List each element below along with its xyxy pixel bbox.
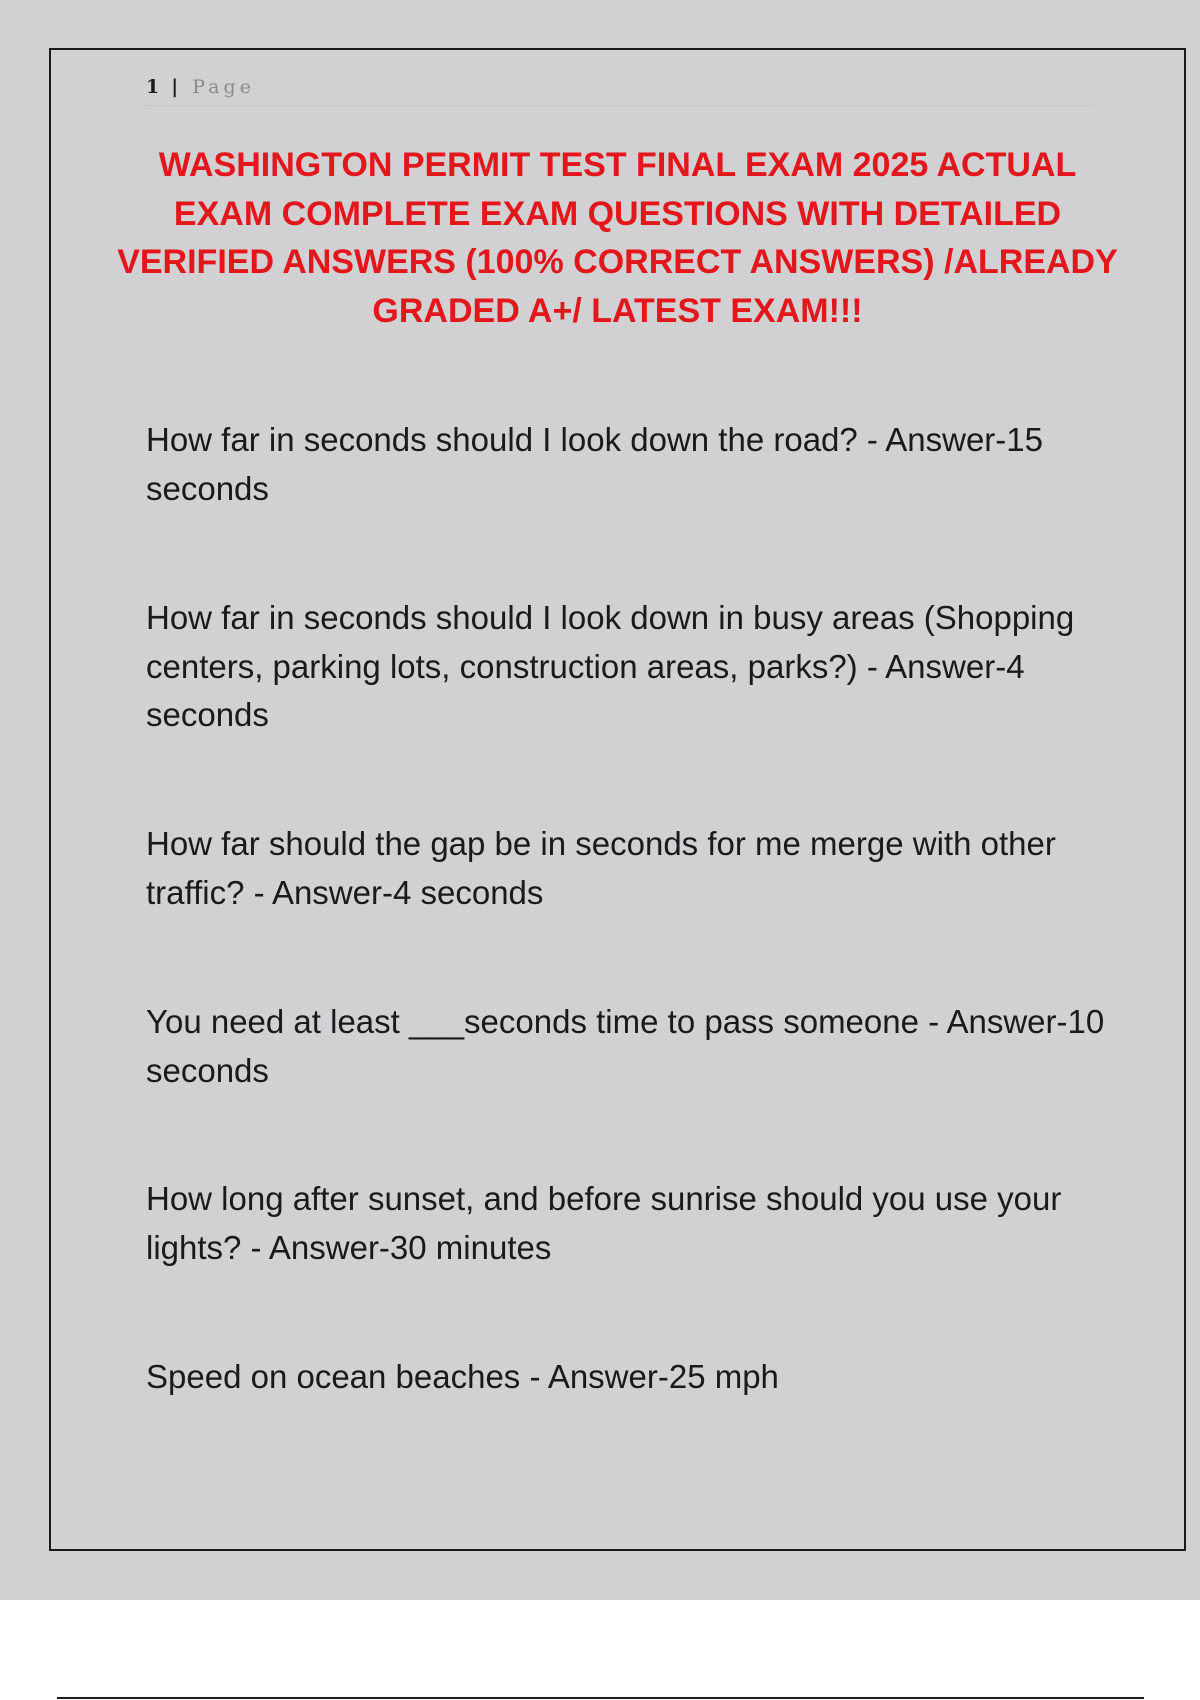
question-item: How far in seconds should I look down the road? - Answer-15 seconds	[146, 421, 1043, 507]
page-label: Page	[192, 76, 255, 98]
page-number: 1	[146, 76, 160, 98]
question-item: Speed on ocean beaches - Answer-25 mph	[146, 1358, 779, 1395]
footer-rule	[57, 1697, 1144, 1699]
question-item: How far should the gap be in seconds for me merge with other traffic? - Answer-4 seconds	[146, 825, 1056, 911]
page-header	[146, 74, 1092, 106]
document-title: WASHINGTON PERMIT TEST FINAL EXAM 2025 ACTUAL EXAM COMPLETE EXAM QUESTIONS WITH DETAILED VERIFIED ANSWERS (100% CORRECT ANSWERS) /ALREADY GRADED A+/ LATEST EXAM!!!	[117, 146, 1118, 330]
page-separator: |	[171, 76, 181, 98]
question-item: How long after sunset, and before sunrise should you use your lights? - Answer-30 minutes	[146, 1180, 1062, 1266]
question-item: You need at least ___seconds time to pass someone - Answer-10 seconds	[146, 1003, 1105, 1089]
question-item: How far in seconds should I look down in busy areas (Shopping centers, parking lots, construction areas, parks?) - Answer-4 seconds	[146, 599, 1075, 733]
